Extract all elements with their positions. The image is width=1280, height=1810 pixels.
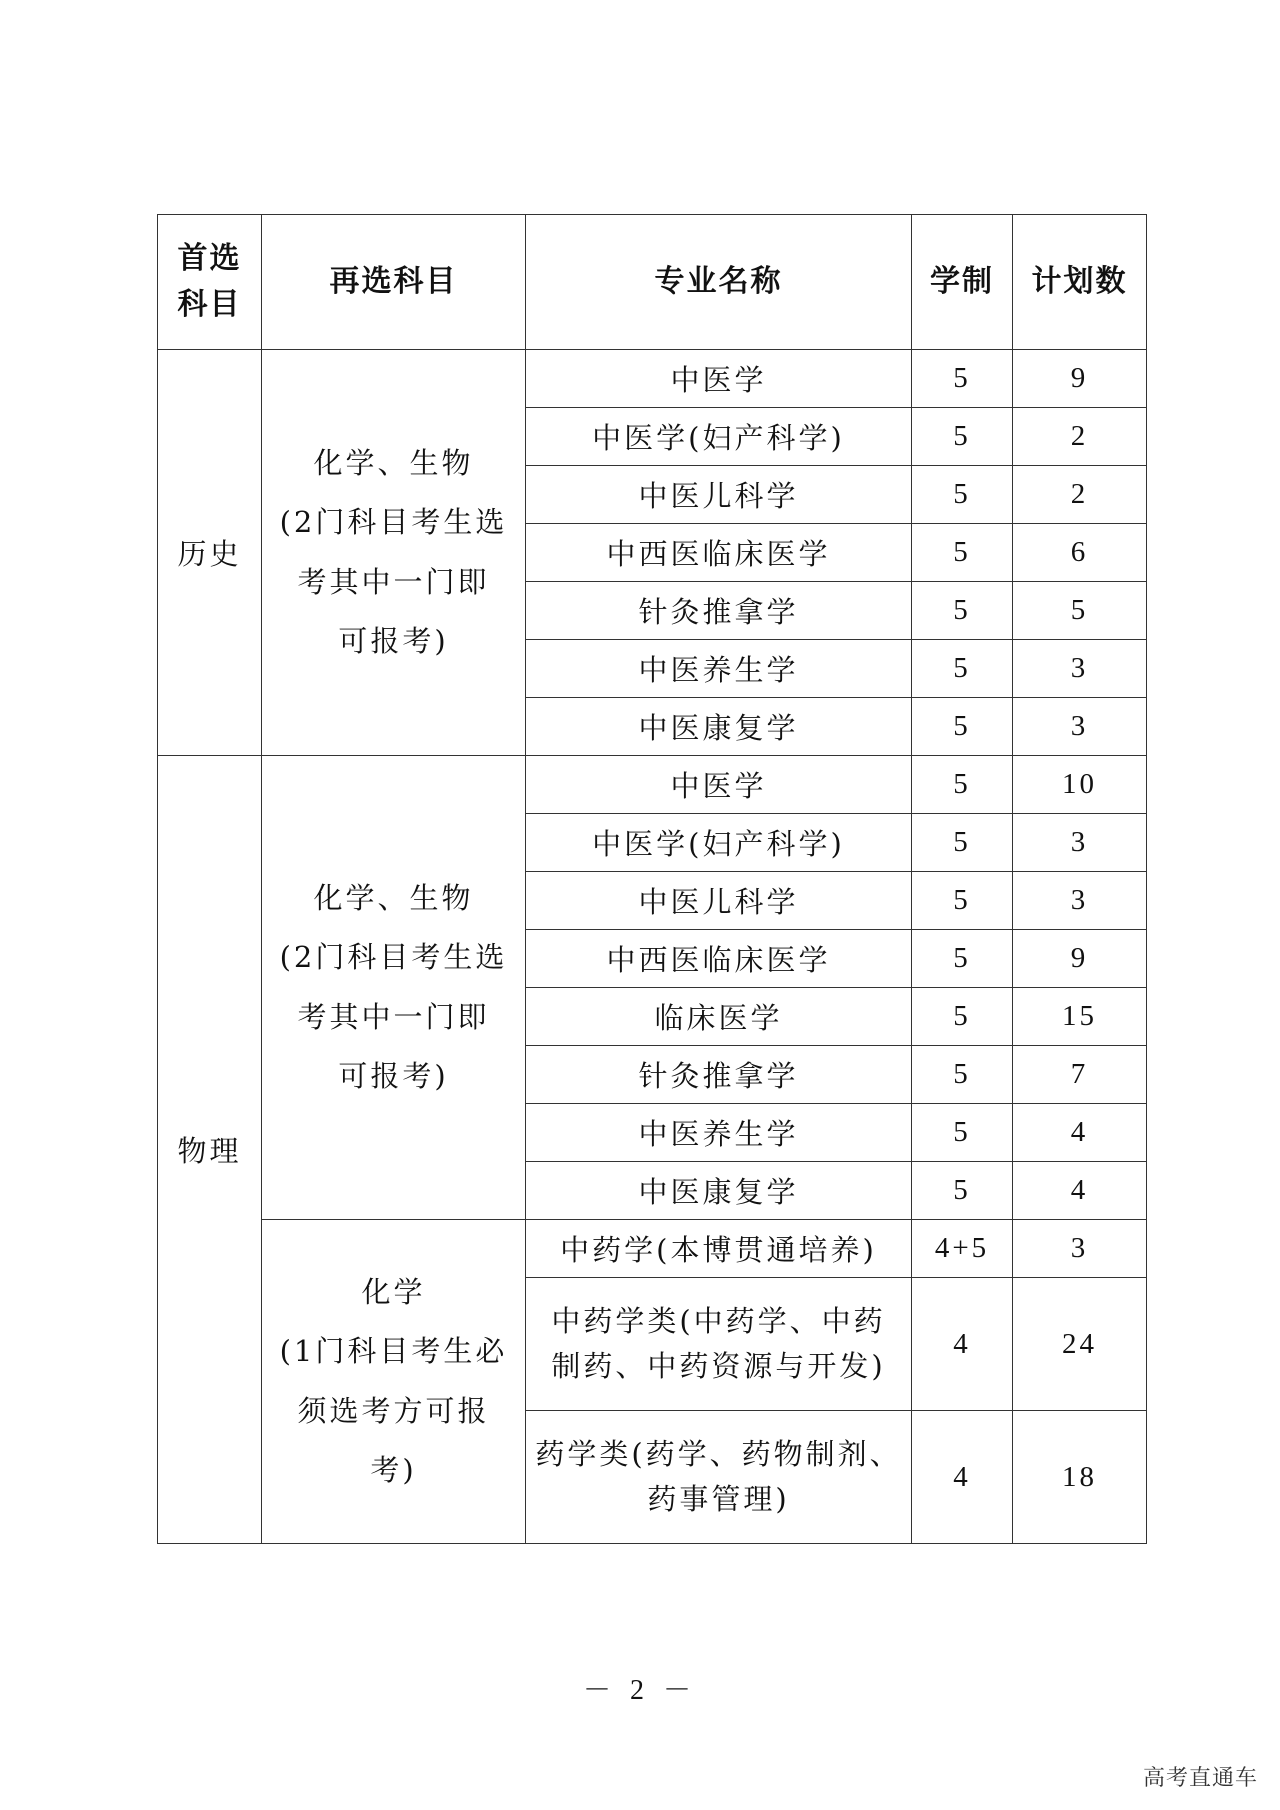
major-name-cell: 针灸推拿学: [526, 582, 912, 640]
major-name-cell: 中医养生学: [526, 640, 912, 698]
reselect-requirement-cell: 化学、生物 (2门科目考生选 考其中一门即 可报考): [262, 350, 526, 756]
plan-count-cell: 4: [1013, 1162, 1147, 1220]
plan-count-cell: 9: [1013, 930, 1147, 988]
duration-cell: 5: [912, 408, 1013, 466]
major-name-cell: 针灸推拿学: [526, 1046, 912, 1104]
duration-cell: 5: [912, 1162, 1013, 1220]
header-reselect-subject: 再选科目: [262, 215, 526, 350]
plan-count-cell: 5: [1013, 582, 1147, 640]
first-subject-cell: 历史: [158, 350, 262, 756]
duration-cell: 5: [912, 698, 1013, 756]
major-name-cell: 中医儿科学: [526, 872, 912, 930]
duration-cell: 5: [912, 350, 1013, 408]
enrollment-plan-table: [157, 214, 1147, 1544]
first-subject-cell: 物理: [158, 756, 262, 1544]
major-name-cell: 中医学(妇产科学): [526, 814, 912, 872]
duration-cell: 4: [912, 1411, 1013, 1544]
plan-count-cell: 7: [1013, 1046, 1147, 1104]
table-row: [158, 350, 1147, 408]
plan-count-cell: 3: [1013, 872, 1147, 930]
duration-cell: 5: [912, 814, 1013, 872]
page-number: － 2 －: [582, 1675, 697, 1706]
table-row: [158, 1220, 1147, 1278]
duration-cell: 5: [912, 930, 1013, 988]
plan-count-cell: 9: [1013, 350, 1147, 408]
header-plan-count: 计划数: [1013, 215, 1147, 350]
duration-cell: 5: [912, 1104, 1013, 1162]
watermark-text: 高考直通车: [1142, 1766, 1258, 1791]
plan-count-cell: 10: [1013, 756, 1147, 814]
plan-count-cell: 2: [1013, 466, 1147, 524]
major-name-cell: 中医康复学: [526, 698, 912, 756]
plan-count-cell: 3: [1013, 640, 1147, 698]
reselect-requirement-cell: 化学 (1门科目考生必 须选考方可报 考): [262, 1220, 526, 1544]
duration-cell: 5: [912, 582, 1013, 640]
major-name-cell: 中西医临床医学: [526, 524, 912, 582]
duration-cell: 5: [912, 756, 1013, 814]
major-name-cell: 中医学(妇产科学): [526, 408, 912, 466]
duration-cell: 5: [912, 524, 1013, 582]
plan-count-cell: 4: [1013, 1104, 1147, 1162]
duration-cell: 5: [912, 872, 1013, 930]
plan-count-cell: 3: [1013, 1220, 1147, 1278]
duration-cell: 5: [912, 988, 1013, 1046]
major-name-cell: 中医儿科学: [526, 466, 912, 524]
duration-cell: 4+5: [912, 1220, 1013, 1278]
major-name-cell: 中医学: [526, 756, 912, 814]
plan-count-cell: 3: [1013, 698, 1147, 756]
plan-count-cell: 18: [1013, 1411, 1147, 1544]
major-name-cell: 中西医临床医学: [526, 930, 912, 988]
duration-cell: 5: [912, 466, 1013, 524]
plan-count-cell: 2: [1013, 408, 1147, 466]
major-name-cell: 中医养生学: [526, 1104, 912, 1162]
major-name-cell: 中药学(本博贯通培养): [526, 1220, 912, 1278]
table-body: [158, 350, 1147, 1544]
header-major-name: 专业名称: [526, 215, 912, 350]
table-header-row: [158, 215, 1147, 350]
table-row: [158, 756, 1147, 814]
plan-count-cell: 24: [1013, 1278, 1147, 1411]
duration-cell: 4: [912, 1278, 1013, 1411]
header-duration: 学制: [912, 215, 1013, 350]
major-name-cell: 中医康复学: [526, 1162, 912, 1220]
plan-count-cell: 3: [1013, 814, 1147, 872]
duration-cell: 5: [912, 640, 1013, 698]
plan-count-cell: 6: [1013, 524, 1147, 582]
duration-cell: 5: [912, 1046, 1013, 1104]
major-name-cell: 中医学: [526, 350, 912, 408]
reselect-requirement-cell: 化学、生物 (2门科目考生选 考其中一门即 可报考): [262, 756, 526, 1220]
major-name-cell: 药学类(药学、药物制剂、 药事管理): [526, 1411, 912, 1544]
plan-count-cell: 15: [1013, 988, 1147, 1046]
major-name-cell: 中药学类(中药学、中药 制药、中药资源与开发): [526, 1278, 912, 1411]
header-first-subject: 首选 科目: [158, 215, 262, 350]
major-name-cell: 临床医学: [526, 988, 912, 1046]
